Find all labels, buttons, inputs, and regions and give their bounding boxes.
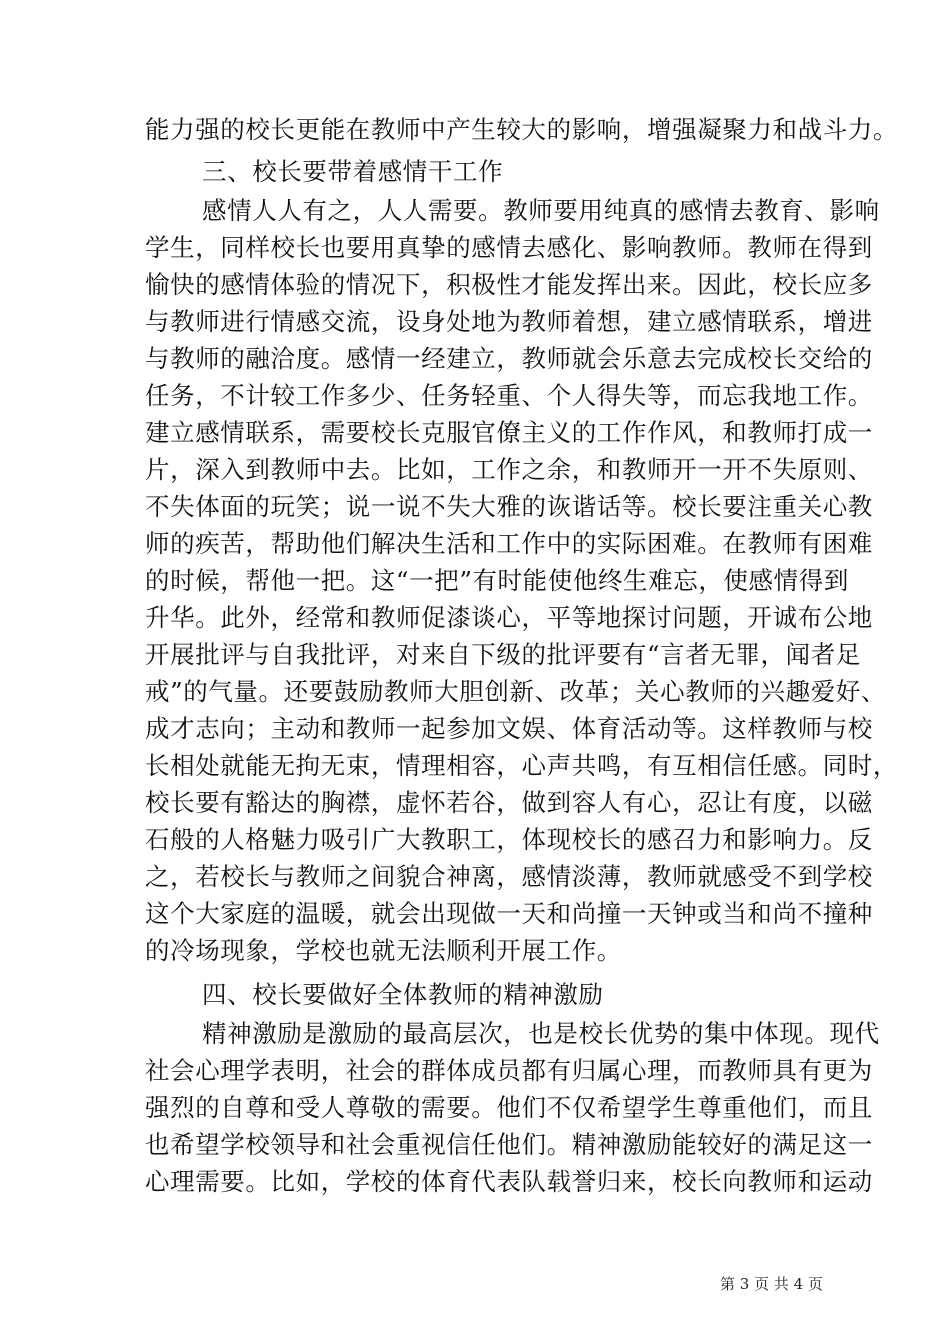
paragraph-first-line: 精神激励是激励的最高层次，也是校长优势的集中体现。现代 (202, 1019, 880, 1048)
text-line: 建立感情联系，需要校长克服官僚主义的工作作风，和教师打成一 (145, 418, 873, 447)
page-number: 第 3 页 共 4 页 (720, 1275, 823, 1293)
text-line: 师的疾苦，帮助他们解决生活和工作中的实际困难。在教师有困难 (145, 529, 873, 558)
text-line: 石般的人格魅力吸引广大教职工，体现校长的感召力和影响力。反 (145, 825, 873, 854)
text-line: 戒”的气量。还要鼓励教师大胆创新、改革；关心教师的兴趣爱好、 (145, 677, 887, 706)
text-line: 长相处就能无拘无束，情理相容，心声共鸣，有互相信任感。同时， (145, 751, 898, 780)
text-line: 不失体面的玩笑；说一说不失大雅的诙谐话等。校长要注重关心教 (145, 492, 873, 521)
text-line: 社会心理学表明，社会的群体成员都有归属心理，而教师具有更为 (145, 1056, 873, 1085)
text-line: 学生，同样校长也要用真挚的感情去感化、影响教师。教师在得到 (145, 233, 873, 262)
text-line: 这个大家庭的温暖，就会出现做一天和尚撞一天钟或当和尚不撞种 (145, 899, 873, 928)
text-line: 也希望学校领导和社会重视信任他们。精神激励能较好的满足这一 (145, 1130, 873, 1159)
text-line: 与教师的融洽度。感情一经建立，教师就会乐意去完成校长交给的 (145, 344, 873, 373)
text-line: 能力强的校长更能在教师中产生较大的影响，增强凝聚力和战斗力。 (145, 115, 898, 144)
text-line: 强烈的自尊和受人尊敬的需要。他们不仅希望学生尊重他们，而且 (145, 1093, 873, 1122)
text-line: 升华。此外，经常和教师促漆谈心，平等地探讨问题，开诚布公地 (145, 603, 873, 632)
text-line: 心理需要。比如，学校的体育代表队载誉归来，校长向教师和运动 (145, 1167, 873, 1196)
text-line: 成才志向；主动和教师一起参加文娱、体育活动等。这样教师与校 (145, 714, 873, 743)
text-line: 任务，不计较工作多少、任务轻重、个人得失等，而忘我地工作。 (145, 381, 873, 410)
text-line: 开展批评与自我批评，对来自下级的批评要有“言者无罪，闻者足 (145, 640, 861, 669)
text-line: 片，深入到教师中去。比如，工作之余，和教师开一开不失原则、 (145, 455, 873, 484)
paragraph-first-line: 感情人人有之，人人需要。教师要用纯真的感情去教育、影响 (202, 196, 880, 225)
text-line: 之，若校长与教师之间貌合神离，感情淡薄，教师就感受不到学校 (145, 862, 873, 891)
text-line: 校长要有豁达的胸襟，虚怀若谷，做到容人有心，忍让有度，以磁 (145, 788, 873, 817)
section-heading-3: 三、校长要带着感情干工作 (202, 157, 504, 186)
section-heading-4: 四、校长要做好全体教师的精神激励 (202, 980, 604, 1009)
text-line: 愉快的感情体验的情况下，积极性才能发挥出来。因此，校长应多 (145, 270, 873, 299)
text-line: 的时候，帮他一把。这“一把”有时能使他终生难忘，使感情得到 (145, 566, 849, 595)
text-line: 与教师进行情感交流，设身处地为教师着想，建立感情联系，增进 (145, 307, 873, 336)
text-line: 的冷场现象，学校也就无法顺利开展工作。 (145, 936, 622, 965)
